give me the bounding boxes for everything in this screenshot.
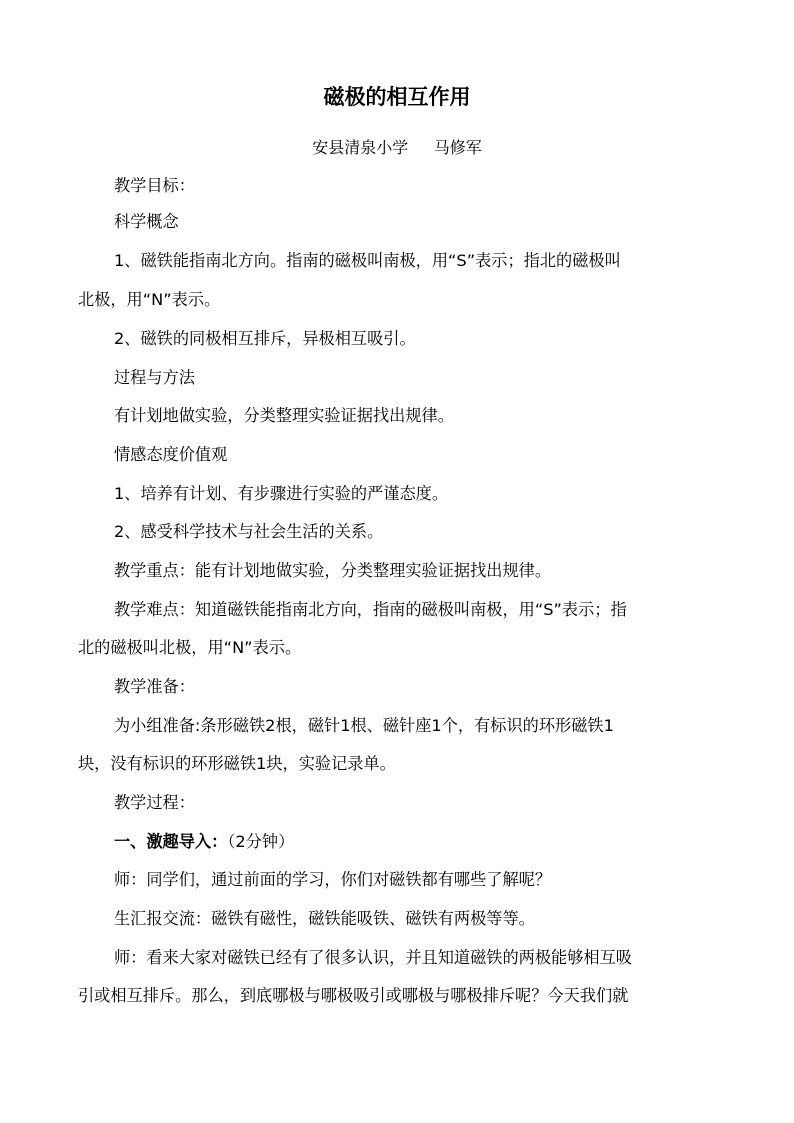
document-title: 磁极的相互作用	[323, 85, 471, 109]
paragraph-attitude-1: 1、培养有计划、有步骤进行实验的严谨态度。	[114, 484, 449, 503]
text-run: 1、磁铁能指南北方向。指南的磁极叫南极，用“S”表示；指北的磁极叫	[114, 251, 621, 270]
paragraph-attitude-heading: 情感态度价值观	[114, 445, 228, 464]
paragraph-key-point: 教学重点：能有计划地做实验，分类整理实验证据找出规律。	[114, 561, 552, 580]
section-duration: （2分钟）	[227, 832, 295, 851]
paragraph-section-1-heading	[114, 830, 294, 854]
paragraph-science-concept-heading: 科学概念	[114, 212, 179, 231]
paragraph-process-method: 有计划地做实验，分类整理实验证据找出规律。	[114, 406, 454, 425]
section-heading-label: 一、激趣导入：	[114, 832, 228, 851]
author-byline: 安县清泉小学 马修军	[312, 138, 482, 157]
paragraph-teacher-intro-line-2: 引或相互排斥。那么，到底哪极与哪极吸引或哪极与哪极排斥呢？今天我们就	[78, 986, 629, 1005]
paragraph-student-answer: 生汇报交流：磁铁有磁性，磁铁能吸铁、磁铁有两极等等。	[114, 909, 535, 928]
paragraph-preparation-line-1: 为小组准备:条形磁铁2根，磁针1根、磁针座1个，有标识的环形磁铁1	[114, 716, 614, 735]
paragraph-teaching-goals-heading: 教学目标：	[114, 176, 195, 195]
paragraph-attitude-2: 2、感受科学技术与社会生活的关系。	[114, 522, 384, 541]
paragraph-difficulty-line-2: 北的磁极叫北极，用“N”表示。	[78, 638, 302, 657]
paragraph-difficulty-line-1: 教学难点：知道磁铁能指南北方向，指南的磁极叫南极，用“S”表示；指	[114, 600, 627, 619]
paragraph-teacher-intro-line-1: 师：看来大家对磁铁已经有了很多认识，并且知道磁铁的两极能够相互吸	[114, 948, 632, 967]
paragraph-concept-2: 2、磁铁的同极相互排斥，异极相互吸引。	[114, 329, 416, 348]
paragraph-process-heading: 教学过程：	[114, 793, 195, 812]
paragraph-concept-1-line-1	[114, 249, 715, 273]
paragraph-preparation-heading: 教学准备：	[114, 677, 195, 696]
paragraph-concept-1-line-2: 北极，用“N”表示。	[78, 290, 221, 309]
paragraph-preparation-line-2: 块，没有标识的环形磁铁1块，实验记录单。	[78, 754, 396, 773]
paragraph-teacher-question: 师：同学们，通过前面的学习，你们对磁铁都有哪些了解呢？	[114, 870, 552, 889]
paragraph-process-method-heading: 过程与方法	[114, 368, 195, 387]
